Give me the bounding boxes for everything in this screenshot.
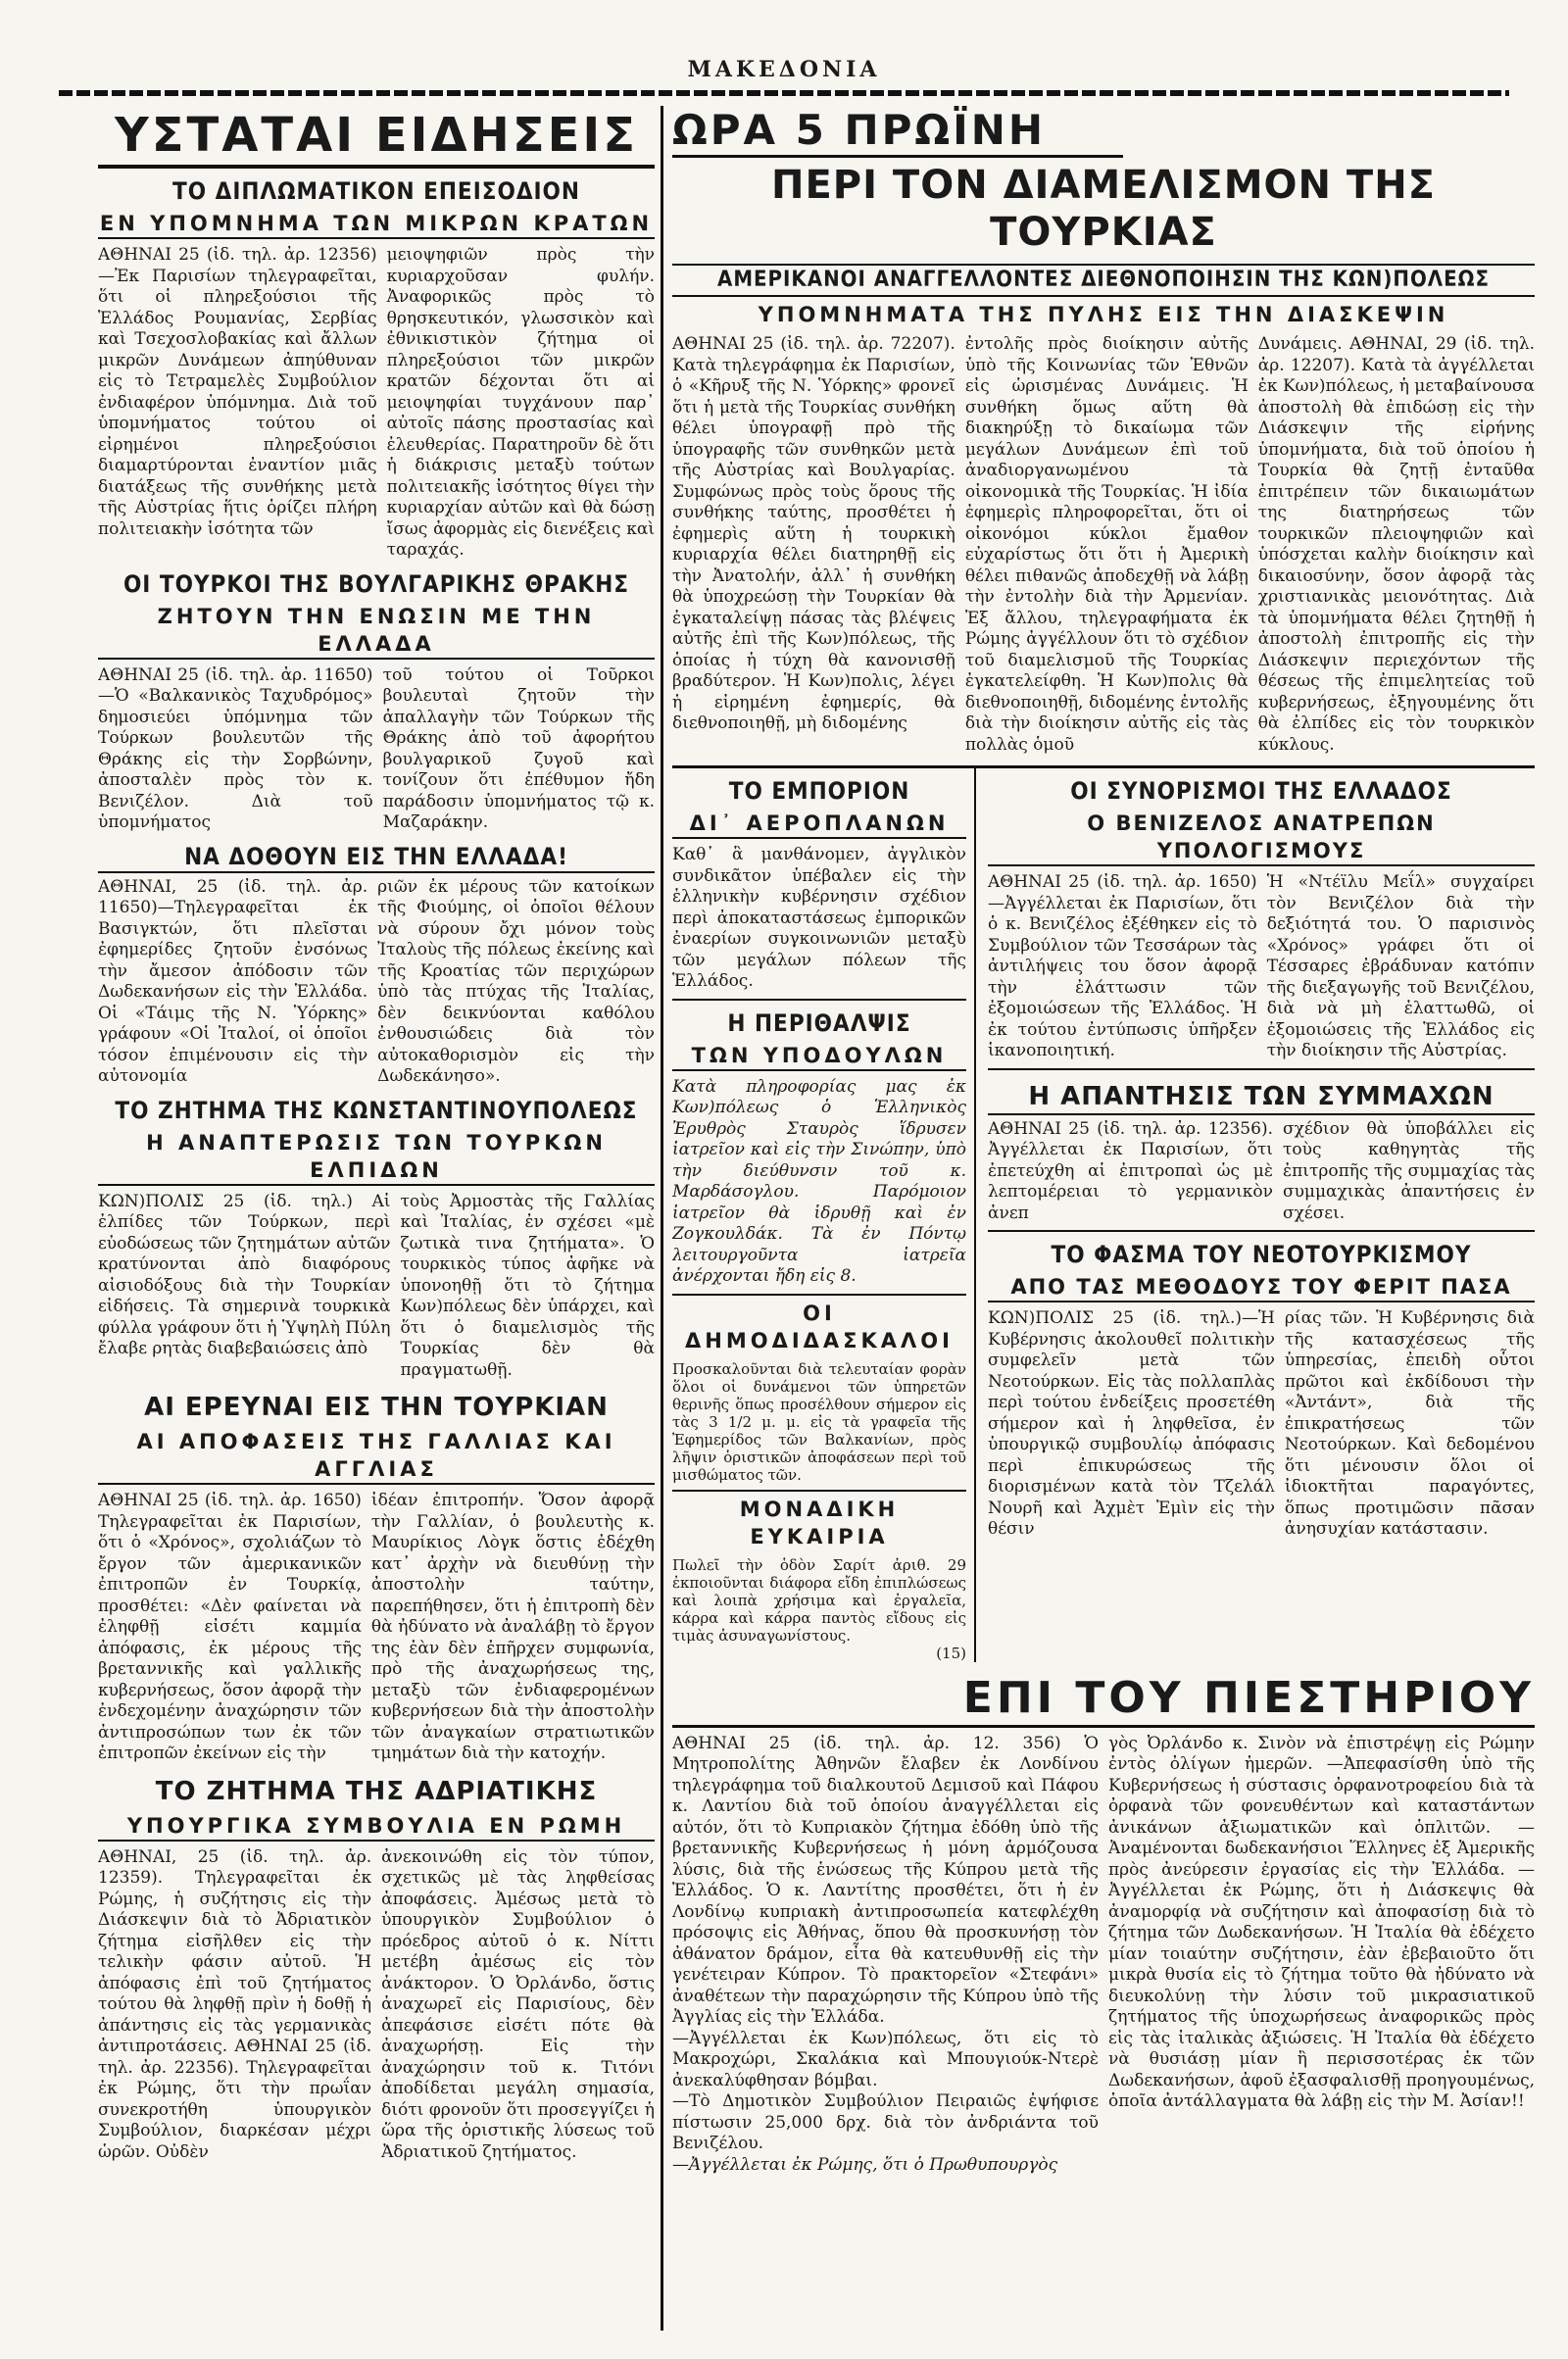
article-text: —Ἀγγέλλεται ἐκ Κων)πόλεως, ὅτι εἰς τὸ Μακροχώρι, Σκαλάκια καὶ Μπουγιούκ-Ντερὲ ἀνεκαλύφθησαν βόμβαι. bbox=[672, 2028, 1099, 2090]
press-banner: ΕΠΙ ΤΟΥ ΠΙΕΣΤΗΡΙΟΥ bbox=[672, 1672, 1535, 1728]
article-diplomatic-incident bbox=[98, 176, 655, 562]
headline: ΝΑ ΔΟΘΟΥΝ ΕΙΣ ΤΗΝ ΕΛΛΑΔΑ! bbox=[98, 842, 655, 873]
headline: ΟΙ ΔΗΜΟΔΙΔΑΣΚΑΛΟΙ bbox=[685, 1301, 954, 1352]
article-press bbox=[672, 1672, 1535, 2177]
headline: ΤΟ ΕΜΠΟΡΙΟΝ bbox=[728, 777, 910, 805]
signature: (15) bbox=[936, 1644, 966, 1662]
article-text: τοὺς Ἀρμοστὰς τῆς Γαλλίας καὶ Ἰταλίας, ἐν σχέσει «μὲ ζωτικὰ τινα ζητήματα». Ὁ τουρκικὸς τύπος ἀφῆκε νὰ ὑπονοηθῇ ὅτι τὸ ζήτημα Κων)πόλεως δὲν ὑπάρχει, καὶ ὅτι ὁ διαμελισμὸς τῆς Τουρκίας δὲν θὰ πραγματωθῇ. bbox=[400, 1191, 655, 1380]
article-adriatic bbox=[98, 1775, 655, 2164]
article-text: ΑΘΗΝΑΙ 25 (ἰδ. τηλ. ἀρ. 11650)—Ὁ «Βαλκανικὸς Ταχυδρόμος» δημοσιεύει ὑπόμνημα τῶν Τούρκων βουλευτῶν τῆς Θράκης εἰς τὴν Σορβώνην, ἀποσταλὲν πρὸς τὸν κ. Βενιζέλον. Διὰ τοῦ ὑπομνήματος bbox=[98, 664, 373, 832]
article-care bbox=[672, 999, 966, 1288]
article-text: ΑΘΗΝΑΙ, 25 (ἰδ. τηλ. ἀρ. 12359). Τηλεγραφεῖται ἐκ Ρώμης, ἡ συζήτησις εἰς τὴν Διάσκεψιν διὰ τὸ Ἀδριατικὸν ζήτημα εἰσῆλθεν εἰς τὴν τελικὴν φάσιν αὐτοῦ. Ἡ ἀπόφασις ἐπὶ τοῦ ζητήματος τούτου θὰ ληφθῇ πρὶν ἡ δοθῇ ἡ ἀπάντησις εἰς τὰς γερμανικὰς ἀντιπροτάσεις. ΑΘΗΝΑΙ 25 (ἰδ. τηλ. ἀρ. 22356). Τηλεγραφεῖται ἐκ Ρώμης, ὅτι τὴν πρωΐαν συνεκροτήθη ὑπουργικὸν Συμβούλιον, διαρκέσαν μέχρι ὡρῶν. Οὐδὲν bbox=[98, 1846, 372, 2162]
press-left-column bbox=[672, 1734, 1099, 2177]
article-text: ΚΩΝ)ΠΟΛΙΣ 25 (ἰδ. τηλ.)—Ἡ Κυβέρνησις ἀκολουθεῖ πολιτικὴν συμφελεῖν μετὰ τῶν Νεοτούρκων. Εἰς τὰς πολλαπλὰς περὶ τούτου ἐνδείξεις προσετέθη σήμερον καὶ ἡ ληφθεῖσα, ἐν ὑπουργικῷ συμβουλίῳ ἀπόφασις περὶ ἐπικυρώσεως τῆς διορισμένων κατὰ τὸν Τζελάλ Νουρῆ καὶ Ἀχμὲτ Ἐμὶν εἰς τὴν θέσιν bbox=[988, 1308, 1275, 1539]
headline: ΠΕΡΙ ΤΟΝ ΔΙΑΜΕΛΙΣΜΟΝ ΤΗΣ ΤΟΥΡΚΙΑΣ bbox=[770, 163, 1436, 255]
article-given-to-greece bbox=[98, 842, 655, 1088]
subheadline: Ο ΒΕΝΙΖΕΛΟΣ ΑΝΑΤΡΕΠΩΝ ΥΠΟΛΟΓΙΣΜΟΥΣ bbox=[988, 810, 1535, 866]
article-text: ρίας τῶν. Ἡ Κυβέρνησις διὰ τῆς κατασχέσεως τῆς ὑπηρεσίας, ἐπειδὴ οὗτοι πρῶτοι καὶ ἐκδίδουσι τὴν «Ἀντάντ», διὰ τῆς ἐπικρατήσεως τῶν Νεοτούρκων. Καὶ δεδομένου ὅτι μένουσιν ὅλοι οἱ ἰδιοκτῆται παραγόντες, ὅπως προτιμῶσιν πᾶσαν ἀνησυχίαν κατάστασιν. bbox=[1284, 1308, 1535, 1539]
article-constantinople bbox=[98, 1096, 655, 1382]
headline: Η ΑΠΑΝΤΗΣΙΣ ΤΩΝ ΣΥΜΜΑΧΩΝ bbox=[988, 1080, 1535, 1115]
headline: ΟΙ ΣΥΝΟΡΙΣΜΟΙ ΤΗΣ ΕΛΛΑΔΟΣ bbox=[1070, 777, 1452, 805]
article-text: σχέδιον θὰ ὑποβάλλει εἰς τοὺς καθηγητὰς τῆς ἐπιτροπῆς τῆς συμμαχίας τὰς συμμαχικὰς ἀπαντήσεις ἐν σχέσει. bbox=[1282, 1118, 1535, 1223]
article-text: τοῦ τούτου οἱ Τοῦρκοι βουλευταὶ ζητοῦν τὴν ἀπαλλαγὴν τῶν Τούρκων τῆς Θράκης ἀπὸ τοῦ ἀφορήτου βουλγαρικοῦ ζυγοῦ καὶ τονίζουν ὅτι ἐπέθυμον ἤδη παράδοσιν ὑπομνήματος τῷ κ. Μαζαράκην. bbox=[382, 664, 655, 832]
article-text: ΑΘΗΝΑΙ 25 (ἰδ. τηλ. ἀρ. 12. 356) Ὁ Μητροπολίτης Ἀθηνῶν ἔλαβεν ἐκ Λονδίνου τηλεγράφημα τοῦ διαλκουτοῦ Δεμισοῦ καὶ Πάφου κ. Λαντίου διὰ τοῦ ὁποίου ἀναγγέλλεται εἰς αὐτόν, ὅτι τὸ Κυπριακὸν ζήτημα ἐδόθη ὑπὸ τῆς βρεταννικῆς Κυβερνήσεως ἡ μόνη ἁρμόζουσα λύσις, διὰ τῆς ἑνώσεως τῆς Κύπρου μετὰ τῆς Ἑλλάδος. Ὁ κ. Λαντίτης προσθέτει, ὅτι ἡ ἐν Λονδίνῳ κυπριακὴ ἀντιπροσωπεία κατεφλέχθη πρόσοψις εἰς Ἀθήνας, ὅπου θὰ προσκυνήσῃ τὸν ἀθάνατον δράμον, εἶτα θὰ κατευθυνθῇ εἰς τὴν γενέτειραν Κύπρον. Τὸ πρακτορεῖον «Στεφάνι» ἀναθέτεων τὴν παραχώρησιν τῆς Κύπρου ὑπὸ τῆς Ἀγγλίας εἰς τὴν Ἑλλάδα. bbox=[672, 1733, 1099, 2027]
article-text: ΑΘΗΝΑΙ 25 (ἰδ. τηλ. ἀρ. 72207). Κατὰ τηλεγράφημα ἐκ Παρισίων, ὁ «Κῆρυξ τῆς Ν. Ὑόρκης» φρονεῖ ὅτι ἡ μετὰ τῆς Τουρκίας συνθήκη θέλει ὑπογραφῇ πρὸ τῆς ὑπογραφῆς τῶν συνθηκῶν μετὰ τῆς Αὐστρίας καὶ Βουλγαρίας. Συμφώνως πρὸς τοὺς ὅρους τῆς συνθήκης ταύτης, προσθέτει ἡ ἐφημερὶς αὕτη ἡ τουρκικὴ κυριαρχία θέλει διατηρηθῇ εἰς τὴν Ἀνατολήν, ἀλλ᾽ ἡ συνθήκη θὰ ὑποχρεώσῃ τὴν Τουρκίαν θὰ ἐγκαταλείψῃ πάσας τὰς βλέψεις αὐτῆς ἐπὶ τῆς Κων)πόλεως, τῆς ὁποίας ἡ τύχη θὰ κανονισθῇ βραδύτερον. Ἡ Κων)πολις, λέγει ἡ εἰρημένη ἐφημερίς, θὰ διεθνοποιηθῇ, μὴ διδομένης bbox=[672, 334, 956, 733]
article-text: —Ἀγγέλλεται ἐκ Ρώμης, ὅτι ὁ Πρωθυπουργὸς bbox=[672, 2154, 1058, 2175]
article-text: Δυνάμεις. ΑΘΗΝΑΙ, 29 (ἰδ. τηλ. ἀρ. 12207). Κατὰ τὰ ἀγγέλλεται ἐκ Κων)πόλεως, ἡ μεταβαίνουσα ἀποστολὴ θὰ ἐπιδώσῃ εἰς τὴν Διάσκεψιν τῆς εἰρήνης ὑπομνήματα, διὰ τοῦ ὁποίου ἡ Τουρκία θὰ ζητῇ ἐνταῦθα ἐπιτρέπειν τῶν δικαιωμάτων της διατηρήσεως τῶν τουρκικῶν πλειοψηφιῶν καὶ ὑπόσχεται καλὴν διοίκησιν καὶ δικαιοσύνην, ὅσον ἀφορᾷ τὰς χριστιανικὰς μειονότητας. Διὰ τὰ ὑπομνήματα θέλει ζητηθῇ ἡ ἀποστολὴ ἐπιτροπῆς εἰς τὴν Διάσκεψιν περιεχόντων τῆς θέσεως τῆς ἐπιμελητείας τοῦ κυβερνήσεως, ἐξηγουμένης ὅτι θὰ ἐλπίδες εἰς τὸν τουρκικὸν κύκλους. bbox=[1257, 334, 1535, 755]
column-divider bbox=[661, 106, 663, 2331]
article-turkey-partition bbox=[672, 162, 1535, 756]
article-text: ἰδέαν ἐπιτροπήν. Ὅσον ἀφορᾷ τὴν Γαλλίαν, ὁ βουλευτὴς κ. Μαυρίκιος Λὸγκ ὅστις ἐδέχθη κατ᾽ ἀρχὴν νὰ διευθύνῃ τὴν ἀποστολὴν ταύτην, παρεπήθησεν, ὅτι ἡ ἐπιτροπὴ δὲν θὰ ἠδύνατο νὰ ἀναλάβῃ τὸ ἔργον της ἐὰν δὲν ἐπῆρχεν συμφωνία, πρὸ τῆς ἀναχωρήσεως της, μεταξὺ τῶν ἐνδιαφερομένων κυβερνήσεων διὰ τὴν ἀποστολὴν τῶν ἀναγκαίων στρατιωτικῶν τμημάτων διὰ τὴν κατοχήν. bbox=[370, 1491, 655, 1763]
article-text: γὸς Ὀρλάνδο κ. Σινὸν νὰ ἐπιστρέψῃ εἰς Ρώμην ἐντὸς ὀλίγων ἡμερῶν. —Ἀπεφασίσθη ὑπὸ τῆς Κυβερνήσεως ἡ σύστασις ὀρφανοτροφείου διὰ τὰ ὀρφανὰ τῶν φονευθέντων καὶ καταστάντων ἀνικάνων ἀξιωματικῶν καὶ ὁπλιτῶν. —Ἀναμένονται δωδεκανήσιοι Ἕλληνες ἐξ Ἀμερικῆς πρὸς ἀνεύρεσιν ἐργασίας εἰς τὴν Ἑλλάδα. —Ἀγγέλλεται ἐκ Ρώμης, ὅτι ἡ Διάσκεψις θὰ ἀναμορφίᾳ νὰ συζήτησιν καὶ ἀποφασίσῃ διὰ τὸ ζήτημα τῶν Δωδεκανήσων. Ἡ Ἰταλία θὰ ἐδέχετο μίαν τοιαύτην συζήτησιν, ἐὰν ἐβεβαιοῦτο ὅτι μικρὰ θυσία εἰς τὸ ζήτημα τοῦτο θὰ ἠδύνατο νὰ διευκολύνῃ τὴν λύσιν τοῦ μικρασιατικοῦ ζητήματος τῆς ὑποχωρήσεως ἀναφορικῶς πρὸς εἰς τὰς ἰταλικὰς ἀξιώσεις. Ἡ Ἰταλία θὰ ἐδέχετο νὰ θυσιάσῃ μίαν ἢ περισσοτέρας ἐκ τῶν Δωδεκανήσων, ἀφοῦ ἐξασφαλισθῇ προηγουμένως, ὁποῖα ἀντάλλαγματα θὰ λάβῃ εἰς τὴν Μ. Ἀσίαν!! bbox=[1108, 1733, 1535, 2111]
article-thrace-turks bbox=[98, 569, 655, 834]
article-text: μειοψηφιῶν πρὸς τὴν κυριαρχοῦσαν φυλήν. Ἀναφορικῶς πρὸς τὸ θρησκευτικόν, γλωσσικὸν καὶ ἐθνικιστικὸν ζήτημα οἱ πληρεξούσιοι τῶν μικρῶν κρατῶν δέχονται ὅτι αἱ μειοψηφίαι τυγχάνουν παρ᾽ αὐτοῖς πάσης προστασίας καὶ ἐλευθερίας. Παρατηροῦν δὲ ὅτι ἡ διάκρισις μεταξὺ τούτων πολιτειακῆς ἰσότητος θίγει τὴν κυριαρχίαν αὐτῶν καὶ θὰ δώσῃ ἴσως ἀφορμὰς εἰς διενέξεις καὶ ταραχάς. bbox=[386, 245, 655, 560]
article-text: ΑΘΗΝΑΙ, 25 (ἰδ. τηλ. ἀρ. 11650)—Τηλεγραφεῖται ἐκ Βασιγκτών, ὅτι πλεῖσται ἐφημερίδες ζητοῦν ἐνσόνως τὴν ἄμεσον ἀπόδοσιν τῶν Δωδεκανήσων εἰς τὴν Ἑλλάδα. Οἱ «Τάιμς τῆς Ν. Ὑόρκης» γράφουν «Οἱ Ἰταλοί, οἱ ὁποῖοι τόσον ἐπιμένουσιν εἰς τὴν αὐτονομία bbox=[98, 876, 368, 1086]
press-right-column bbox=[1108, 1734, 1535, 2177]
headline: ΤΟ ΖΗΤΗΜΑ ΤΗΣ ΚΩΝΣΤΑΝΤΙΝΟΥΠΟΛΕΩΣ bbox=[115, 1096, 638, 1124]
small-column bbox=[672, 768, 976, 1662]
subheadline: ΥΠΟΥΡΓΙΚΑ ΣΥΜΒΟΥΛΙΑ ΕΝ ΡΩΜΗ bbox=[98, 1812, 655, 1842]
article-research-turkey bbox=[98, 1391, 655, 1765]
headline: ΤΟ ΖΗΤΗΜΑ ΤΗΣ ΑΔΡΙΑΤΙΚΗΣ bbox=[155, 1776, 598, 1806]
wide-column bbox=[988, 768, 1535, 1662]
article-text: ΑΘΗΝΑΙ 25 (ἰδ. τηλ. ἀρ. 12356). Ἀγγέλλεται ἐκ Παρισίων, ὅτι ἐπετεύχθη αἱ ἐπιτροπαὶ ὡς μὲ λεπτομέρειαι τὸ γερμανικὸν ἀνεπ bbox=[988, 1118, 1273, 1223]
article-text: ἀνεκοινώθη εἰς τὸν τύπον, σχετικῶς μὲ τὰς ληφθείσας ἀποφάσεις. Ἀμέσως μετὰ τὸ ὑπουργικὸν Συμβούλιον ὁ πρόεδρος αὐτοῦ ὁ κ. Νίττι μετέβη ἀμέσως εἰς τὸν ἀνάκτορον. Ὁ Ὀρλάνδο, ὅστις ἀναχωρεῖ εἰς Παρισίους, δὲν ἀπεφάσισε εἰσέτι πότε θὰ ἀναχωρήσῃ. Εἰς τὴν ἀναχώρησιν τοῦ κ. Τιτόνι ἀποδίδεται μεγάλη σημασία, διότι φρονοῦν ὅτι προσεγγίζει ἡ ὥρα τῆς ὁριστικῆς λύσεως τοῦ Ἀδριατικοῦ ζητήματος. bbox=[381, 1846, 655, 2162]
subheadline: ΤΩΝ ΥΠΟΔΟΥΛΩΝ bbox=[672, 1042, 966, 1071]
subheadline: ΕΝ ΥΠΟΜΝΗΜΑ ΤΩΝ ΜΙΚΡΩΝ ΚΡΑΤΩΝ bbox=[98, 210, 655, 239]
headline: ΑΙ ΕΡΕΥΝΑΙ ΕΙΣ ΤΗΝ ΤΟΥΡΚΙΑΝ bbox=[144, 1393, 609, 1422]
article-text: Καθ᾽ ἃ μανθάνομεν, ἀγγλικὸν συνδικᾶτον ὑπέβαλεν εἰς τὴν ἑλληνικὴν κυβέρνησιν σχέδιον περὶ ἀποκαταστάσεως ἐμπορικῶν ἐναερίων συγκοινωνιῶν μεταξὺ τῶν μεγάλων πόλεων τῆς Ἑλλάδος. bbox=[672, 845, 966, 991]
right-banner: ΩΡΑ 5 ΠΡΩΪΝΗ bbox=[672, 106, 1123, 158]
article-text: Πωλεῖ τὴν ὁδὸν Σαρίτ ἀριθ. 29 ἐκποιοῦνται διάφορα εἴδη ἐπιπλώσεως καὶ λοιπὰ χρήσιμα καὶ ἐργαλεῖα, κάρρα καὶ κάρρα παντὸς εἴδους εἰς τιμὰς ἀσυναγωνίστους. bbox=[672, 1555, 966, 1645]
headline: ΤΟ ΔΙΠΛΩΜΑΤΙΚΟΝ ΕΠΕΙΣΟΔΙΟΝ bbox=[172, 177, 580, 205]
article-text: ἐντολῆς πρὸς διοίκησιν αὐτῆς ὑπὸ τῆς Κοινωνίας τῶν Ἐθνῶν εἰς ὡρισμένας Δυνάμεις. Ἡ συνθήκη ὅμως αὕτη θὰ διακηρύξῃ τὸ δικαίωμα τῶν μεγάλων Δυνάμεων ἐπὶ τοῦ ἀναδιοργανωμένου τὰ οἰκονομικὰ τῆς Τουρκίας. Ἡ ἰδία ἐφημερὶς πληροφορεῖται, ὅτι οἱ οἰκονόμοι κύκλοι ἔμαθον εὐχαρίστως ὅτι ὅτι ἡ Ἀμερικὴ θέλει πιθανῶς ἀποδεχθῇ νὰ λάβῃ τὴν ἐντολὴν διὰ τὴν Ἀρμενίαν. Ἐξ ἄλλου, τηλεγραφήματα ἐκ Ρώμης ἀγγέλλουν ὅτι τὸ σχέδιον τοῦ διαμελισμοῦ τῆς Τουρκίας ἐγκατελείφθη. Ἡ Κων)πολις θὰ διεθνοποιηθῇ, διδομένης ἐντολῆς διὰ τὴν διοίκησιν αὐτῆς εἰς τὰς πολλὰς ὁμοῦ bbox=[964, 334, 1249, 755]
article-greek-borders bbox=[988, 776, 1535, 1062]
subheadline: Η ΑΝΑΠΤΕΡΩΣΙΣ ΤΩΝ ΤΟΥΡΚΩΝ ΕΛΠΙΔΩΝ bbox=[98, 1129, 655, 1186]
headline: ΤΟ ΦΑΣΜΑ ΤΟΥ ΝΕΟΤΟΥΡΚΙΣΜΟΥ bbox=[1051, 1241, 1472, 1268]
article-text: Ἡ «Ντέϊλυ Μεΐλ» συγχαίρει τὸν Βενιζέλον διὰ τὴν δεξιότητά του. Ὁ παρισινὸς «Χρόνος» γράφει ὅτι οἱ Τέσσαρες ἐβράδυναν κατόπιν τῆς διεξαγωγῆς τοῦ Βενιζέλου, διὰ νὰ μὴ ἐλαττωθῶ, οἱ ἐξομοιώσεις τῆς Ἑλλάδος εἰς τὴν διοίκησιν τῆς Αὐστρίας. bbox=[1266, 872, 1535, 1060]
right-section bbox=[672, 106, 1535, 2331]
article-text: ΚΩΝ)ΠΟΛΙΣ 25 (ἰδ. τηλ.) Αἱ ἐλπίδες τῶν Τούρκων, περὶ εὐοδώσεως τῶν ζητημάτων αὐτῶν κρατύνονται ἀπὸ διαφόρους αἰσιοδόξους διὰ τὴν Τουρκίαν εἰδήσεις. Τὰ σημερινὰ τουρκικὰ φύλλα γράφουν ὅτι ἡ Ὑψηλὴ Πύλη ἔλαβε ρητὰς διαβεβαιώσεις ἀπὸ bbox=[98, 1191, 391, 1358]
article-teachers bbox=[672, 1294, 966, 1484]
subheadline: ΖΗΤΟΥΝ ΤΗΝ ΕΝΩΣΙΝ ΜΕ ΤΗΝ ΕΛΛΑΔΑ bbox=[98, 603, 655, 660]
article-text: —Τὸ Δημοτικὸν Συμβούλιον Πειραιῶς ἐψήφισε πίστωσιν 25,000 δρχ. διὰ τὸν ἀνδριάντα τοῦ Βενιζέλου. bbox=[672, 2091, 1099, 2153]
headline: ΜΟΝΑΔΙΚΗ ΕΥΚΑΙΡΙΑ bbox=[739, 1497, 900, 1548]
article-neoturks bbox=[988, 1230, 1535, 1541]
subheadline: ΑΙ ΑΠΟΦΑΣΕΙΣ ΤΗΣ ΓΑΛΛΙΑΣ ΚΑΙ ΑΓΓΛΙΑΣ bbox=[98, 1428, 655, 1485]
middle-band bbox=[672, 765, 1535, 1662]
article-allies-answer bbox=[988, 1068, 1535, 1225]
deck: ΑΜΕΡΙΚΑΝΟΙ ΑΝΑΓΓΕΛΛΟΝΤΕΣ ΔΙΕΘΝΟΠΟΙΗΣΙΝ ΤΗΣ ΚΩΝ)ΠΟΛΕΩΣ bbox=[672, 264, 1535, 297]
subheadline: ΥΠΟΜΝΗΜΑΤΑ ΤΗΣ ΠΥΛΗΣ ΕΙΣ ΤΗΝ ΔΙΑΣΚΕΨΙΝ bbox=[758, 303, 1449, 326]
left-column bbox=[98, 106, 655, 2331]
article-text: ΑΘΗΝΑΙ 25 (ἰδ. τηλ. ἀρ. 1650) Τηλεγραφεῖται ἐκ Παρισίων, ὅτι ὁ «Χρόνος», σχολιάζων τὸ ἔργον τῶν ἀμερικανικῶν ἐπιτροπῶν ἐν Τουρκίᾳ, προσθέτει: «Δὲν φαίνεται νὰ ἐληφθῇ εἰσέτι καμμία ἀπόφασις, ἐκ μέρους τῆς βρεταννικῆς καὶ γαλλικῆς κυβερνήσεως, ὅσον ἀφορᾷ τὴν ἐνδεχομένην ἀναχώρησιν τῶν ἀντιπροσώπων των ἐκ τῶν ἐπιτροπῶν ἐκείνων εἰς τὴν bbox=[98, 1491, 362, 1763]
article-commerce bbox=[672, 776, 966, 993]
subheadline: ΔΙ᾽ ΑΕΡΟΠΛΑΝΩΝ bbox=[672, 810, 966, 839]
article-text: Κατὰ πληροφορίας μας ἐκ Κων)πόλεως ὁ Ἑλληνικὸς Ἐρυθρὸς Σταυρὸς ἵδρυσεν ἰατρεῖον καὶ εἰς τὴν Σινώπην, ὑπὸ τὴν διεύθυνσιν τοῦ κ. Μαρδάσογλου. Παρόμοιον ἰατρεῖον θὰ ἱδρυθῇ καὶ ἐν Ζογκουλδάκ. Τὰ ἐν Πόντῳ λειτουργοῦντα ἰατρεῖα ἀνέρχονται ἤδη εἰς 8. bbox=[672, 1076, 966, 1286]
article-text: ΑΘΗΝΑΙ 25 (ἰδ. τηλ. ἀρ. 1650)—Ἀγγέλλεται ἐκ Παρισίων, ὅτι ὁ κ. Βενιζέλος ἐξέθηκεν εἰς τὸ Συμβούλιον τῶν Τεσσάρων τὰς ἀντιλήψεις του ὅσον ἀφορᾷ τὴν ἐλάττωσιν τῶν ἐξομοιώσεων τῆς Ἑλλάδος. Ἡ ἐκ τούτου ἐντύπωσις ὑπῆρξεν ἱκανοποιητική. bbox=[988, 872, 1257, 1060]
headline: Η ΠΕΡΙΘΑΛΨΙΣ bbox=[727, 1008, 911, 1037]
masthead-rule bbox=[59, 90, 1509, 96]
masthead-title: ΜΑΚΕΔΟΝΙΑ bbox=[687, 57, 881, 82]
article-text: ΑΘΗΝΑΙ 25 (ἰδ. τηλ. ἀρ. 12356)—Ἐκ Παρισίων τηλεγραφεῖται, ὅτι οἱ πληρεξούσιοι τῆς Ἑλλάδος Ρουμανίας, Σερβίας καὶ Τσεχοσλοβακίας καὶ ἄλλων μικρῶν Δυνάμεων ἀπηύθυναν εἰς τὸ Τετραμελὲς Συμβούλιον ἐνδιαφέρον ὑπόμνημα. Διὰ τοῦ ὑπομνήματος τούτου οἱ εἰρημένοι πληρεξούσιοι διαμαρτύρονται ἐναντίον μιᾶς διατάξεως τῆς συνθήκης μετὰ τῆς Αὐστρίας ἥτις ὁρίζει πλήρη πολιτειακὴν ἰσότητα τῶν bbox=[98, 245, 377, 539]
subheadline: ΑΠΟ ΤΑΣ ΜΕΘΟΔΟΥΣ ΤΟΥ ΦΕΡΙΤ ΠΑΣΑ bbox=[988, 1273, 1535, 1302]
left-banner: ΥΣΤΑΤΑΙ ΕΙΔΗΣΕΙΣ bbox=[98, 106, 655, 169]
article-text: Προσκαλοῦνται διὰ τελευταίαν φορὰν ὅλοι οἱ δυνάμενοι τῶν ὑπηρετῶν θερινῆς ὅπως προσέλθουν σήμερον εἰς τὰς 3 1/2 μ. μ. εἰς τὰ γραφεῖα τῆς Ἐφημερίδος τῶν Βαλκανίων, πρὸς λῆψιν ὁριστικῶν ἀποφάσεων περὶ τοῦ μισθώματος τῶν. bbox=[672, 1359, 966, 1484]
headline: ΟΙ ΤΟΥΡΚΟΙ ΤΗΣ ΒΟΥΛΓΑΡΙΚΗΣ ΘΡΑΚΗΣ bbox=[122, 569, 630, 598]
article-text: ριῶν ἐκ μέρους τῶν κατοίκων τῆς Φιούμης, οἱ ὁποῖοι θέλουν νὰ σύρουν ὄχι μόνον τοὺς Ἰταλοὺς τῆς πόλεως ἐκείνης καὶ τῆς Κροατίας τῶν περιχώρων ὑπὸ τὰς πτύχας τῆς Ἰταλίας, δὲν δεικνύονται καθόλου ἐνθουσιώδεις διὰ τὸν αὐτοκαθορισμὸν εἰς τὴν Δωδεκάνησο». bbox=[377, 876, 655, 1086]
article-sale bbox=[672, 1490, 966, 1662]
